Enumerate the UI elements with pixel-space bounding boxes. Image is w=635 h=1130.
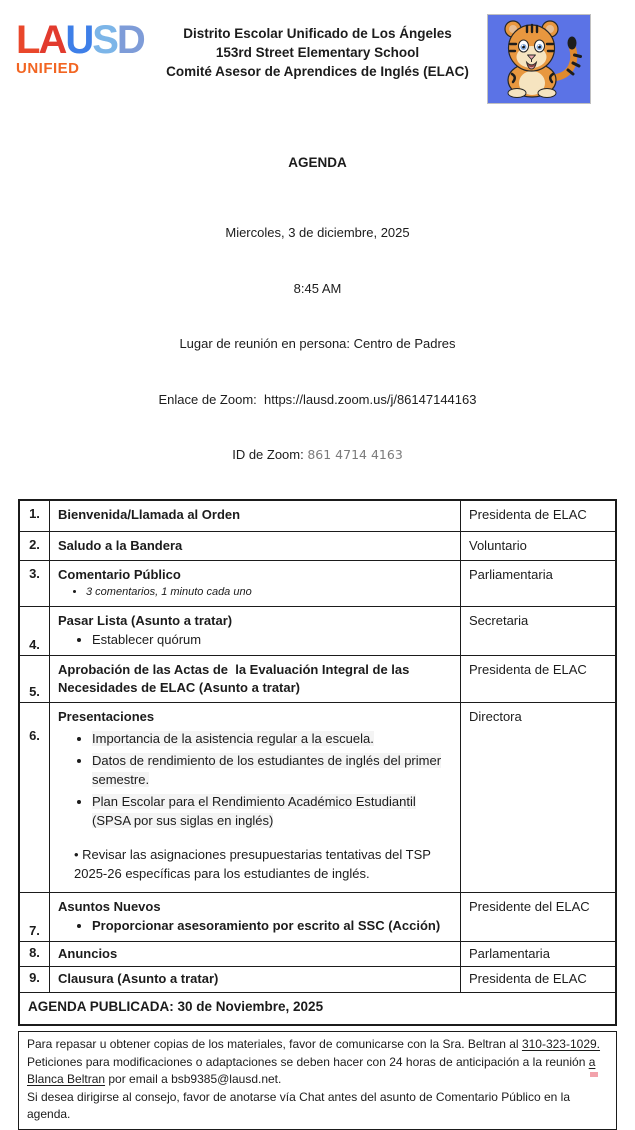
lausd-logo-letters xyxy=(16,20,144,60)
row-number: 4. xyxy=(20,607,50,655)
title-line-district: Distrito Escolar Unificado de Los Ángeles xyxy=(183,26,452,41)
row-number: 6. xyxy=(20,703,50,892)
bullet-item-text: 3 comentarios, 1 minuto cada uno xyxy=(86,586,252,598)
bullet-item-text: Plan Escolar para el Rendimiento Académico Estudiantil (SPSA por sus siglas en inglés) xyxy=(92,794,416,828)
bullet-item-text: Datos de rendimiento de los estudiantes de inglés del primer semestre. xyxy=(92,753,442,787)
table-row xyxy=(20,655,615,702)
bullet-item xyxy=(86,585,452,600)
row-content xyxy=(50,561,460,606)
bullet-item-text: Proporcionar asesoramiento por escrito al SSC (Acción) xyxy=(92,918,441,933)
bullet-item xyxy=(92,729,452,748)
row-number: 3. xyxy=(20,561,50,606)
row-assignee: Presidente del ELAC xyxy=(460,893,615,941)
row-content xyxy=(50,501,460,531)
row-number: 8. xyxy=(20,942,50,966)
agenda-item-title: Anuncios xyxy=(58,946,118,961)
table-row xyxy=(20,892,615,941)
table-row xyxy=(20,501,615,531)
meeting-date: Miercoles, 3 de diciembre, 2025 xyxy=(225,225,410,240)
agenda-item-bullets xyxy=(58,585,452,600)
agenda-item-bullets xyxy=(58,631,452,649)
bullet-item xyxy=(92,917,452,935)
underlined-text[interactable]: 310-323-1029. xyxy=(521,1037,601,1051)
zoom-meeting-link[interactable]: https://lausd.zoom.us/j/86147144163 xyxy=(264,391,477,407)
bullet-item xyxy=(92,631,452,649)
footer-text: Para repasar u obtener copias de los materiales, favor de comunicarse con la Sra. Beltran al xyxy=(27,1037,522,1051)
meeting-time: 8:45 AM xyxy=(293,280,342,296)
meeting-location: Lugar de reunión en persona: Centro de Padres xyxy=(179,336,456,351)
table-row xyxy=(20,941,615,966)
title-line-school: 153rd Street Elementary School xyxy=(215,45,420,60)
footer-paragraph xyxy=(27,1089,608,1124)
row-assignee: Directora xyxy=(460,703,615,892)
footer-text: Si desea dirigirse al consejo, favor de anotarse vía Chat antes del asunto de Comentario Público en la agenda. xyxy=(27,1089,570,1121)
row-assignee: Parliamentaria xyxy=(460,561,615,606)
footer-paragraph xyxy=(27,1036,608,1054)
tiger-cub-icon xyxy=(487,14,591,104)
meeting-info-block xyxy=(0,187,635,483)
tiger-mascot-image xyxy=(487,14,591,104)
footer-text: por email a bsb9385@lausd.net. xyxy=(105,1072,282,1086)
lausd-logo xyxy=(16,20,144,76)
footer-text: Peticiones para modificaciones o adaptaciones se deben hacer con 24 horas de anticipación a la reunión xyxy=(27,1054,589,1069)
footer-paragraph xyxy=(27,1054,608,1089)
agenda-item-title: Asuntos Nuevos xyxy=(58,899,161,914)
row-content xyxy=(50,607,460,655)
agenda-item-title: Presentaciones xyxy=(58,709,155,724)
agenda-table xyxy=(18,499,617,1026)
row-number: 5. xyxy=(20,656,50,702)
row-assignee: Parlamentaria xyxy=(460,942,615,966)
table-row xyxy=(20,606,615,655)
underlined-text: Blanca Beltran xyxy=(27,1072,106,1086)
table-row xyxy=(20,966,615,992)
bullet-item-text: Establecer quórum xyxy=(92,632,202,647)
row-assignee: Presidenta de ELAC xyxy=(460,501,615,531)
row-assignee: Voluntario xyxy=(460,532,615,560)
zoom-link-line xyxy=(0,391,635,410)
row-number: 1. xyxy=(20,501,50,531)
agenda-item-title: Bienvenida/Llamada al Orden xyxy=(58,507,241,522)
agenda-item-title: Saludo a la Bandera xyxy=(58,538,183,553)
row-assignee: Presidenta de ELAC xyxy=(460,967,615,992)
bullet-item-text: Importancia de la asistencia regular a la escuela. xyxy=(92,731,374,746)
row-number: 9. xyxy=(20,967,50,992)
agenda-item-title: Clausura (Asunto a tratar) xyxy=(58,971,219,986)
row-content xyxy=(50,967,460,992)
lausd-logo-letter: L xyxy=(16,18,39,62)
row-content xyxy=(50,656,460,702)
row-content xyxy=(50,942,460,966)
lausd-logo-letter: S xyxy=(92,18,117,62)
table-row xyxy=(20,702,615,892)
lausd-unified-label: UNIFIED xyxy=(16,60,80,77)
row-number: 7. xyxy=(20,893,50,941)
agenda-item-title: Aprobación de las Actas de la Evaluación Integral de las Necesidades de ELAC (Asunto a tratar) xyxy=(58,662,413,695)
row-assignee: Secretaria xyxy=(460,607,615,655)
title-line-committee: Comité Asesor de Aprendices de Inglés (ELAC) xyxy=(166,64,469,79)
agenda-item-title: Pasar Lista (Asunto a tratar) xyxy=(58,613,233,628)
agenda-item-bullets xyxy=(58,729,452,830)
lausd-logo-letter: D xyxy=(116,18,144,62)
bullet-item: • Revisar las asignaciones presupuestarias tentativas del TSP 2025-26 específicas para los estudiantes de inglés. xyxy=(74,847,431,881)
lausd-logo-letter: U xyxy=(65,18,93,62)
footer-notes-box xyxy=(18,1031,617,1130)
agenda-item-bullets xyxy=(58,917,452,935)
row-content xyxy=(50,703,460,892)
agenda-heading: AGENDA xyxy=(288,155,347,170)
bullet-item xyxy=(92,751,452,789)
row-number: 2. xyxy=(20,532,50,560)
lausd-logo-letter: A xyxy=(38,18,66,62)
zoom-id-line xyxy=(0,446,635,465)
document-header xyxy=(0,0,635,130)
row-assignee: Presidenta de ELAC xyxy=(460,656,615,702)
zoom-link-label: Enlace de Zoom: xyxy=(158,391,264,407)
zoom-id-label: ID de Zoom: xyxy=(232,447,308,462)
marked-text: a xyxy=(589,1054,596,1072)
zoom-id-value: 861 4714 4163 xyxy=(307,447,403,462)
agenda-published-row: AGENDA PUBLICADA: 30 de Noviembre, 2025 xyxy=(20,992,615,1024)
row-content xyxy=(50,532,460,560)
bullet-item xyxy=(92,792,452,830)
agenda-item-title: Comentario Público xyxy=(58,567,181,582)
row-content xyxy=(50,893,460,941)
table-row xyxy=(20,531,615,560)
table-row xyxy=(20,560,615,606)
